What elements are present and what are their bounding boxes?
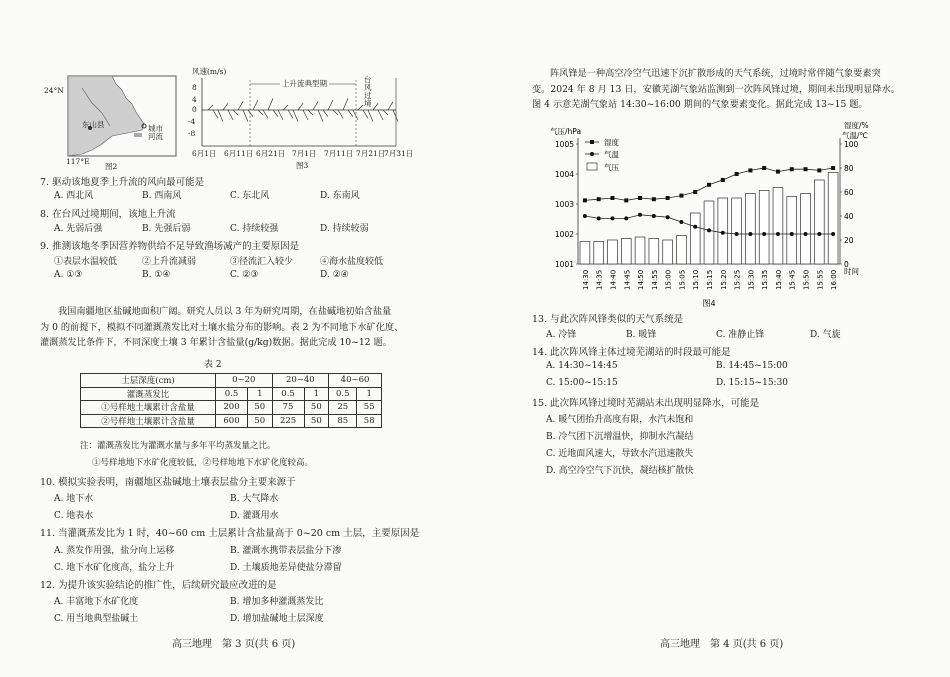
q7-option-c[interactable]: C. 东北风 <box>230 191 270 201</box>
q8-option-c[interactable]: C. 持续较强 <box>230 224 279 234</box>
fig3-xtick: 7月1日 <box>292 149 317 158</box>
temperature-point <box>735 232 739 236</box>
wind-vector <box>268 98 273 110</box>
wind-vector <box>213 110 218 118</box>
q15-option-c[interactable]: C. 近地面风速大，导致水汽迅速散失 <box>546 449 694 459</box>
right-tick-label: 80 <box>844 164 854 173</box>
wind-vector <box>388 102 393 110</box>
wind-vector <box>358 105 363 110</box>
legend-humidity-label: 湿度 <box>604 138 619 147</box>
q8-option-d[interactable]: D. 持续较弱 <box>320 224 369 234</box>
q7-option-a[interactable]: A. 西北风 <box>54 191 94 201</box>
map-lon-label: 117°E <box>66 157 90 166</box>
x-tick-label: 15:15 <box>706 269 714 290</box>
table-2-cell: 600 <box>216 414 248 428</box>
humidity-point <box>679 194 683 198</box>
left-tick-label: 1005 <box>554 140 574 149</box>
humidity-point <box>831 166 835 170</box>
q11-option-d[interactable]: D. 土壤质地差异使盐分滞留 <box>230 563 342 573</box>
wind-vector <box>258 110 263 115</box>
figure-3-caption: 图3 <box>296 161 309 170</box>
temperature-point <box>652 214 656 218</box>
right-tick-label: 100 <box>844 140 859 149</box>
humidity-point <box>804 167 808 171</box>
temperature-point <box>762 232 766 236</box>
q7-option-b[interactable]: B. 西南风 <box>142 191 182 201</box>
q12-stem: 12. 为提升该实验结论的推广性，后续研究最应改进的是 <box>40 580 277 591</box>
wind-vector <box>263 110 268 118</box>
chart-4-svg <box>540 118 880 310</box>
q14-option-c[interactable]: C. 15:00~15:15 <box>546 378 618 388</box>
x-tick-label: 15:20 <box>719 269 728 290</box>
x-tick-label: 14:40 <box>609 269 618 290</box>
table-2-ratio: 0.5 <box>329 387 357 401</box>
q7-stem: 7. 驱动该地夏季上升流的风向最可能是 <box>40 177 205 188</box>
temperature-point <box>597 216 601 220</box>
figure-2-caption: 图2 <box>105 162 118 171</box>
pressure-bar <box>787 197 797 265</box>
fig3-ytick-m8: -8 <box>188 129 196 138</box>
x-tick-label: 15:30 <box>747 269 756 290</box>
q9-stem: 9. 推测该地冬季因营养物供给不足导致渔场减产的主要原因是 <box>40 241 300 252</box>
temperature-point <box>721 231 725 235</box>
left-tick-label: 1001 <box>554 260 574 269</box>
q9-option-a[interactable]: A. ①③ <box>54 270 83 280</box>
x-tick-label: 15:45 <box>788 269 797 290</box>
q14-option-b[interactable]: B. 14:45~15:00 <box>716 361 788 371</box>
temperature-point <box>804 232 808 236</box>
figure-4-chart <box>540 118 880 310</box>
table-2-title: 表 2 <box>204 360 222 370</box>
table-2-ratio: 0.5 <box>272 387 304 401</box>
temperature-point <box>817 232 821 236</box>
q8-option-b[interactable]: B. 先强后弱 <box>142 224 191 234</box>
fig3-xtick: 7月31日 <box>384 149 414 158</box>
figure-3-wind-chart <box>180 66 414 168</box>
x-axis-unit: 时间 <box>844 267 859 276</box>
temperature-point <box>707 228 711 232</box>
humidity-point <box>735 172 739 176</box>
humidity-point <box>624 198 628 202</box>
q14-option-d[interactable]: D. 15:15~15:30 <box>716 378 789 388</box>
wind-vector <box>293 110 298 122</box>
x-tick-label: 14:30 <box>581 269 590 290</box>
map-legend-city: 城市 <box>148 124 163 133</box>
q15-option-a[interactable]: A. 暖气团抬升高度有限，水汽未饱和 <box>546 415 694 425</box>
pressure-bar <box>608 240 618 264</box>
temperature-point <box>790 232 794 236</box>
q12-option-a[interactable]: A. 丰富地下水矿化度 <box>54 597 139 607</box>
wind-vector <box>338 110 343 118</box>
table-2-ratio-header: 灌溉蒸发比 <box>81 387 216 401</box>
x-tick-label: 14:55 <box>650 269 659 290</box>
table-2-row-label: ②号样地土壤累计含盐量 <box>81 414 216 428</box>
wind-vector <box>353 110 358 120</box>
table-2-cell: 55 <box>357 401 382 415</box>
q14-option-a[interactable]: A. 14:30~14:45 <box>546 361 618 371</box>
wind-vector <box>278 110 283 120</box>
fig3-ytick-0: 0 <box>192 105 197 114</box>
fig3-typhoon-label: 台风过境 <box>364 75 372 108</box>
table-2-depth: 20~40 <box>272 374 329 388</box>
x-tick-label: 15:50 <box>802 269 811 290</box>
humidity-point <box>707 183 711 187</box>
wind-vector <box>223 103 228 110</box>
wind-vector <box>378 110 383 120</box>
q13-option-d[interactable]: D. 气旋 <box>810 330 841 340</box>
pressure-bar <box>677 236 687 265</box>
humidity-point <box>748 168 752 172</box>
table-2-ratio: 1 <box>248 387 273 401</box>
q9-item-1: ①表层水温较低 <box>54 257 118 267</box>
humidity-point <box>583 198 587 202</box>
wind-vector <box>313 102 318 110</box>
wind-vector <box>363 110 368 118</box>
wind-vector <box>248 110 253 117</box>
x-tick-label: 15:10 <box>692 269 701 290</box>
q15-option-d[interactable]: D. 高空冷空气下沉快，凝结核扩散快 <box>546 466 694 476</box>
q9-item-2: ②上升流减弱 <box>142 257 197 267</box>
left-tick-label: 1003 <box>554 200 574 209</box>
table-2 <box>80 373 382 428</box>
humidity-point <box>610 196 614 200</box>
humidity-point <box>666 196 670 200</box>
fig3-xtick: 7月21日 <box>356 149 386 158</box>
temperature-point <box>831 232 835 236</box>
pressure-bar <box>635 237 645 264</box>
q8-option-a[interactable]: A. 先弱后强 <box>54 224 103 234</box>
pressure-bar <box>828 173 838 265</box>
q8-stem: 8. 在台风过境期间，该地上升流 <box>40 209 176 220</box>
wind-vector <box>253 100 258 110</box>
wind-vector <box>333 110 338 115</box>
x-tick-label: 16:00 <box>830 269 839 290</box>
fig3-ytick-4: 4 <box>192 95 197 104</box>
wind-vector <box>208 105 213 110</box>
legend-pressure-marker <box>587 163 597 170</box>
wind-vector <box>228 110 233 120</box>
q13-option-c[interactable]: C. 准静止锋 <box>716 330 765 340</box>
q7-option-d[interactable]: D. 东南风 <box>320 191 360 201</box>
right-intro-line: 图 4 示意芜湖气象站 14:30~16:00 期间的气象要素变化。据此完成 13~15 题。 <box>532 99 868 110</box>
q12-option-d[interactable]: D. 增加盐碱地土层深度 <box>230 614 324 624</box>
q10-option-c[interactable]: C. 地表水 <box>54 511 94 521</box>
pressure-bar <box>663 240 673 264</box>
q11-option-b[interactable]: B. 灌溉水携带表层盐分下渗 <box>230 546 342 556</box>
wind-vector <box>328 100 333 110</box>
q11-option-c[interactable]: C. 地下水矿化度高，盐分上升 <box>54 563 175 573</box>
wind-vector <box>393 110 398 122</box>
fig3-xtick: 7月11日 <box>324 149 354 158</box>
q12-option-c[interactable]: C. 用当地典型盐碱土 <box>54 614 139 624</box>
pressure-bar <box>745 194 755 265</box>
map-legend-river: 河流 <box>148 132 163 141</box>
right-tick-label: 0 <box>844 260 849 269</box>
fig3-xtick: 6月1日 <box>192 149 217 158</box>
table-2-ratio: 1 <box>304 387 329 401</box>
x-tick-label: 15:25 <box>733 269 742 290</box>
table-2-cell: 50 <box>304 401 329 415</box>
right-intro-line: 变。2024 年 8 月 13 日，安徽芜湖气象站监测到一次阵风锋过境，期间未出现明显降水。 <box>532 83 900 95</box>
temperature-point <box>624 216 628 220</box>
temperature-point <box>610 216 614 220</box>
fig3-xtick: 6月21日 <box>256 149 286 158</box>
map-lat-label: 24°N <box>44 86 64 95</box>
table-2-ratio: 0.5 <box>216 387 248 401</box>
table-2-cell: 50 <box>248 401 273 415</box>
q9-option-d[interactable]: D. ②④ <box>320 270 349 280</box>
left-intro-line: 灌溉蒸发比条件下，不同深度土壤 3 年累计含盐量(g/kg)数据。据此完成 10~12 题。 <box>40 337 392 348</box>
wind-vector <box>323 110 328 117</box>
right-tick-label: 20 <box>844 236 854 245</box>
wind-vector <box>243 110 248 122</box>
wind-vector <box>218 110 223 122</box>
table-2-depth: 40~60 <box>329 374 382 388</box>
table-2-cell: 85 <box>329 414 357 428</box>
pressure-bar <box>580 242 590 265</box>
left-intro-paragraph <box>40 304 440 351</box>
table-2-depth-header: 土层深度(cm) <box>81 374 216 388</box>
q15-option-b[interactable]: B. 冷气团下沉增温快，抑制水汽凝结 <box>546 432 694 442</box>
q9-option-b[interactable]: B. ①④ <box>142 270 171 280</box>
wind-vector <box>348 110 353 117</box>
q13-stem: 13. 与此次阵风锋类似的天气系统是 <box>532 314 684 325</box>
q15-stem: 15. 此次阵风锋过境时芜湖站未出现明显降水，可能是 <box>532 398 760 409</box>
right-axis-title-temp: 气温/℃ <box>842 131 868 140</box>
map-place-label: 东山县 <box>82 120 105 129</box>
table-row <box>81 401 382 415</box>
left-axis-title: 气压/hPa <box>550 127 582 136</box>
wind-vector <box>308 110 313 115</box>
fig3-ytick-m4: -4 <box>188 117 196 126</box>
table-2-cell: 50 <box>304 414 329 428</box>
q12-option-b[interactable]: B. 增加多种灌溉蒸发比 <box>230 597 324 607</box>
temperature-point <box>679 220 683 224</box>
q9-option-c[interactable]: C. ②③ <box>230 270 259 280</box>
q11-option-a[interactable]: A. 蒸发作用强，盐分向上运移 <box>54 546 175 556</box>
map-svg <box>52 68 180 168</box>
humidity-point <box>638 196 642 200</box>
q10-option-b[interactable]: B. 大气降水 <box>230 494 279 504</box>
wind-vector <box>283 105 288 110</box>
wind-vector <box>383 110 388 115</box>
humidity-point <box>817 168 821 172</box>
figure-4-caption: 图4 <box>702 299 716 308</box>
temperature-point <box>776 232 780 236</box>
left-intro-line: 我国南疆地区盐碱地面积广阔。研究人员以 3 年为研究周期，在盐碱地初始含盐量 <box>58 306 392 317</box>
temperature-point <box>583 214 587 218</box>
fig3-period-label: 上升流典型期 <box>282 79 327 88</box>
table-row <box>81 414 382 428</box>
right-intro-paragraph <box>532 66 932 113</box>
humidity-point <box>721 178 725 182</box>
x-tick-label: 15:55 <box>816 269 825 290</box>
q9-item-4: ④海水盐度较低 <box>320 257 384 267</box>
q11-stem: 11. 当灌溉蒸发比为 1 时，40~60 cm 土层累计含盐量高于 0~20 cm 土层，主要原因是 <box>40 528 420 539</box>
temperature-point <box>638 213 642 217</box>
x-tick-label: 14:45 <box>623 269 632 290</box>
humidity-point <box>776 170 780 174</box>
wind-vector <box>298 103 303 110</box>
wind-vector <box>238 102 243 110</box>
wind-vector <box>288 110 293 118</box>
pressure-bar <box>649 239 659 265</box>
legend-pressure-label: 气压 <box>604 163 619 172</box>
pressure-bar <box>594 242 604 265</box>
humidity-point <box>652 197 656 201</box>
fig3-ylabel: 风速(m/s) <box>192 67 227 76</box>
right-page-footer: 高三地理 第 4 页(共 6 页) <box>660 639 784 650</box>
pressure-bar <box>814 180 824 264</box>
table-2-depth: 0~20 <box>216 374 273 388</box>
right-axis-title-humidity: 湿度/% <box>844 121 869 130</box>
right-intro-line: 阵风锋是一种高空冷空气迅速下沉扩散形成的天气系统，过境时常伴随气象要素突 <box>550 68 881 79</box>
figure-2-map <box>44 68 180 168</box>
table-2-note-2: ①号样地地下水矿化度较低，②号样地地下水矿化度较高。 <box>92 458 314 468</box>
x-tick-label: 14:50 <box>637 269 646 290</box>
left-tick-label: 1004 <box>554 170 574 179</box>
pressure-bar <box>801 194 811 265</box>
table-2-ratio: 1 <box>357 387 382 401</box>
left-tick-label: 1002 <box>554 230 574 239</box>
x-tick-label: 15:00 <box>664 269 673 290</box>
x-tick-label: 15:40 <box>774 269 783 290</box>
fig3-xtick: 6月11日 <box>224 149 254 158</box>
x-tick-label: 15:35 <box>761 269 770 290</box>
right-tick-label: 60 <box>844 188 854 197</box>
right-tick-label: 40 <box>844 212 854 221</box>
wind-vector <box>343 98 348 110</box>
wind-vector <box>233 110 238 115</box>
pressure-bar <box>773 188 783 265</box>
table-2-row-label: ①号样地土壤累计含盐量 <box>81 401 216 415</box>
q10-option-a[interactable]: A. 地下水 <box>54 494 94 504</box>
wind-vector <box>368 110 373 122</box>
table-2-note-1: 注：灌溉蒸发比为灌溉水量与多年平均蒸发量之比。 <box>80 441 276 451</box>
humidity-point <box>597 197 601 201</box>
table-2-cell: 75 <box>272 401 304 415</box>
q9-item-3: ③径流汇入较少 <box>230 257 294 267</box>
table-2-cell: 50 <box>248 414 273 428</box>
fig3-ytick-8: 8 <box>192 83 197 92</box>
pressure-bar <box>732 198 742 264</box>
table-2-cell: 58 <box>357 414 382 428</box>
left-page-footer: 高三地理 第 3 页(共 6 页) <box>172 639 296 650</box>
q13-option-b[interactable]: B. 暖锋 <box>626 330 657 340</box>
humidity-point <box>693 190 697 194</box>
temperature-point <box>666 215 670 219</box>
x-tick-label: 14:35 <box>595 269 604 290</box>
q10-option-d[interactable]: D. 灌溉用水 <box>230 511 279 521</box>
pressure-bar <box>690 213 700 264</box>
q10-stem: 10. 模拟实验表明，南疆地区盐碱地土壤表层盐分主要来源于 <box>40 477 296 488</box>
x-tick-label: 15:05 <box>678 269 687 290</box>
humidity-point <box>790 167 794 171</box>
table-2-cell: 225 <box>272 414 304 428</box>
pressure-bar <box>704 201 714 264</box>
legend-temp-label: 气温 <box>604 150 619 159</box>
temperature-point <box>748 232 752 236</box>
q13-option-a[interactable]: A. 冷锋 <box>546 330 577 340</box>
table-2-cell: 200 <box>216 401 248 415</box>
left-intro-line: 为 0 的前提下，模拟不同灌溉蒸发比对土壤水盐分布的影响。表 2 为不同地下水矿化度、 <box>40 321 404 333</box>
wind-vector <box>273 110 278 117</box>
temperature-point <box>693 225 697 229</box>
humidity-point <box>762 166 766 170</box>
table-2-cell: 25 <box>329 401 357 415</box>
wind-vector <box>303 110 308 120</box>
pressure-bar <box>759 191 769 265</box>
wind-vector <box>318 110 323 122</box>
q14-stem: 14. 此次阵风锋主体过境芜湖站的时段最可能是 <box>532 347 731 358</box>
pressure-bar <box>621 239 631 265</box>
